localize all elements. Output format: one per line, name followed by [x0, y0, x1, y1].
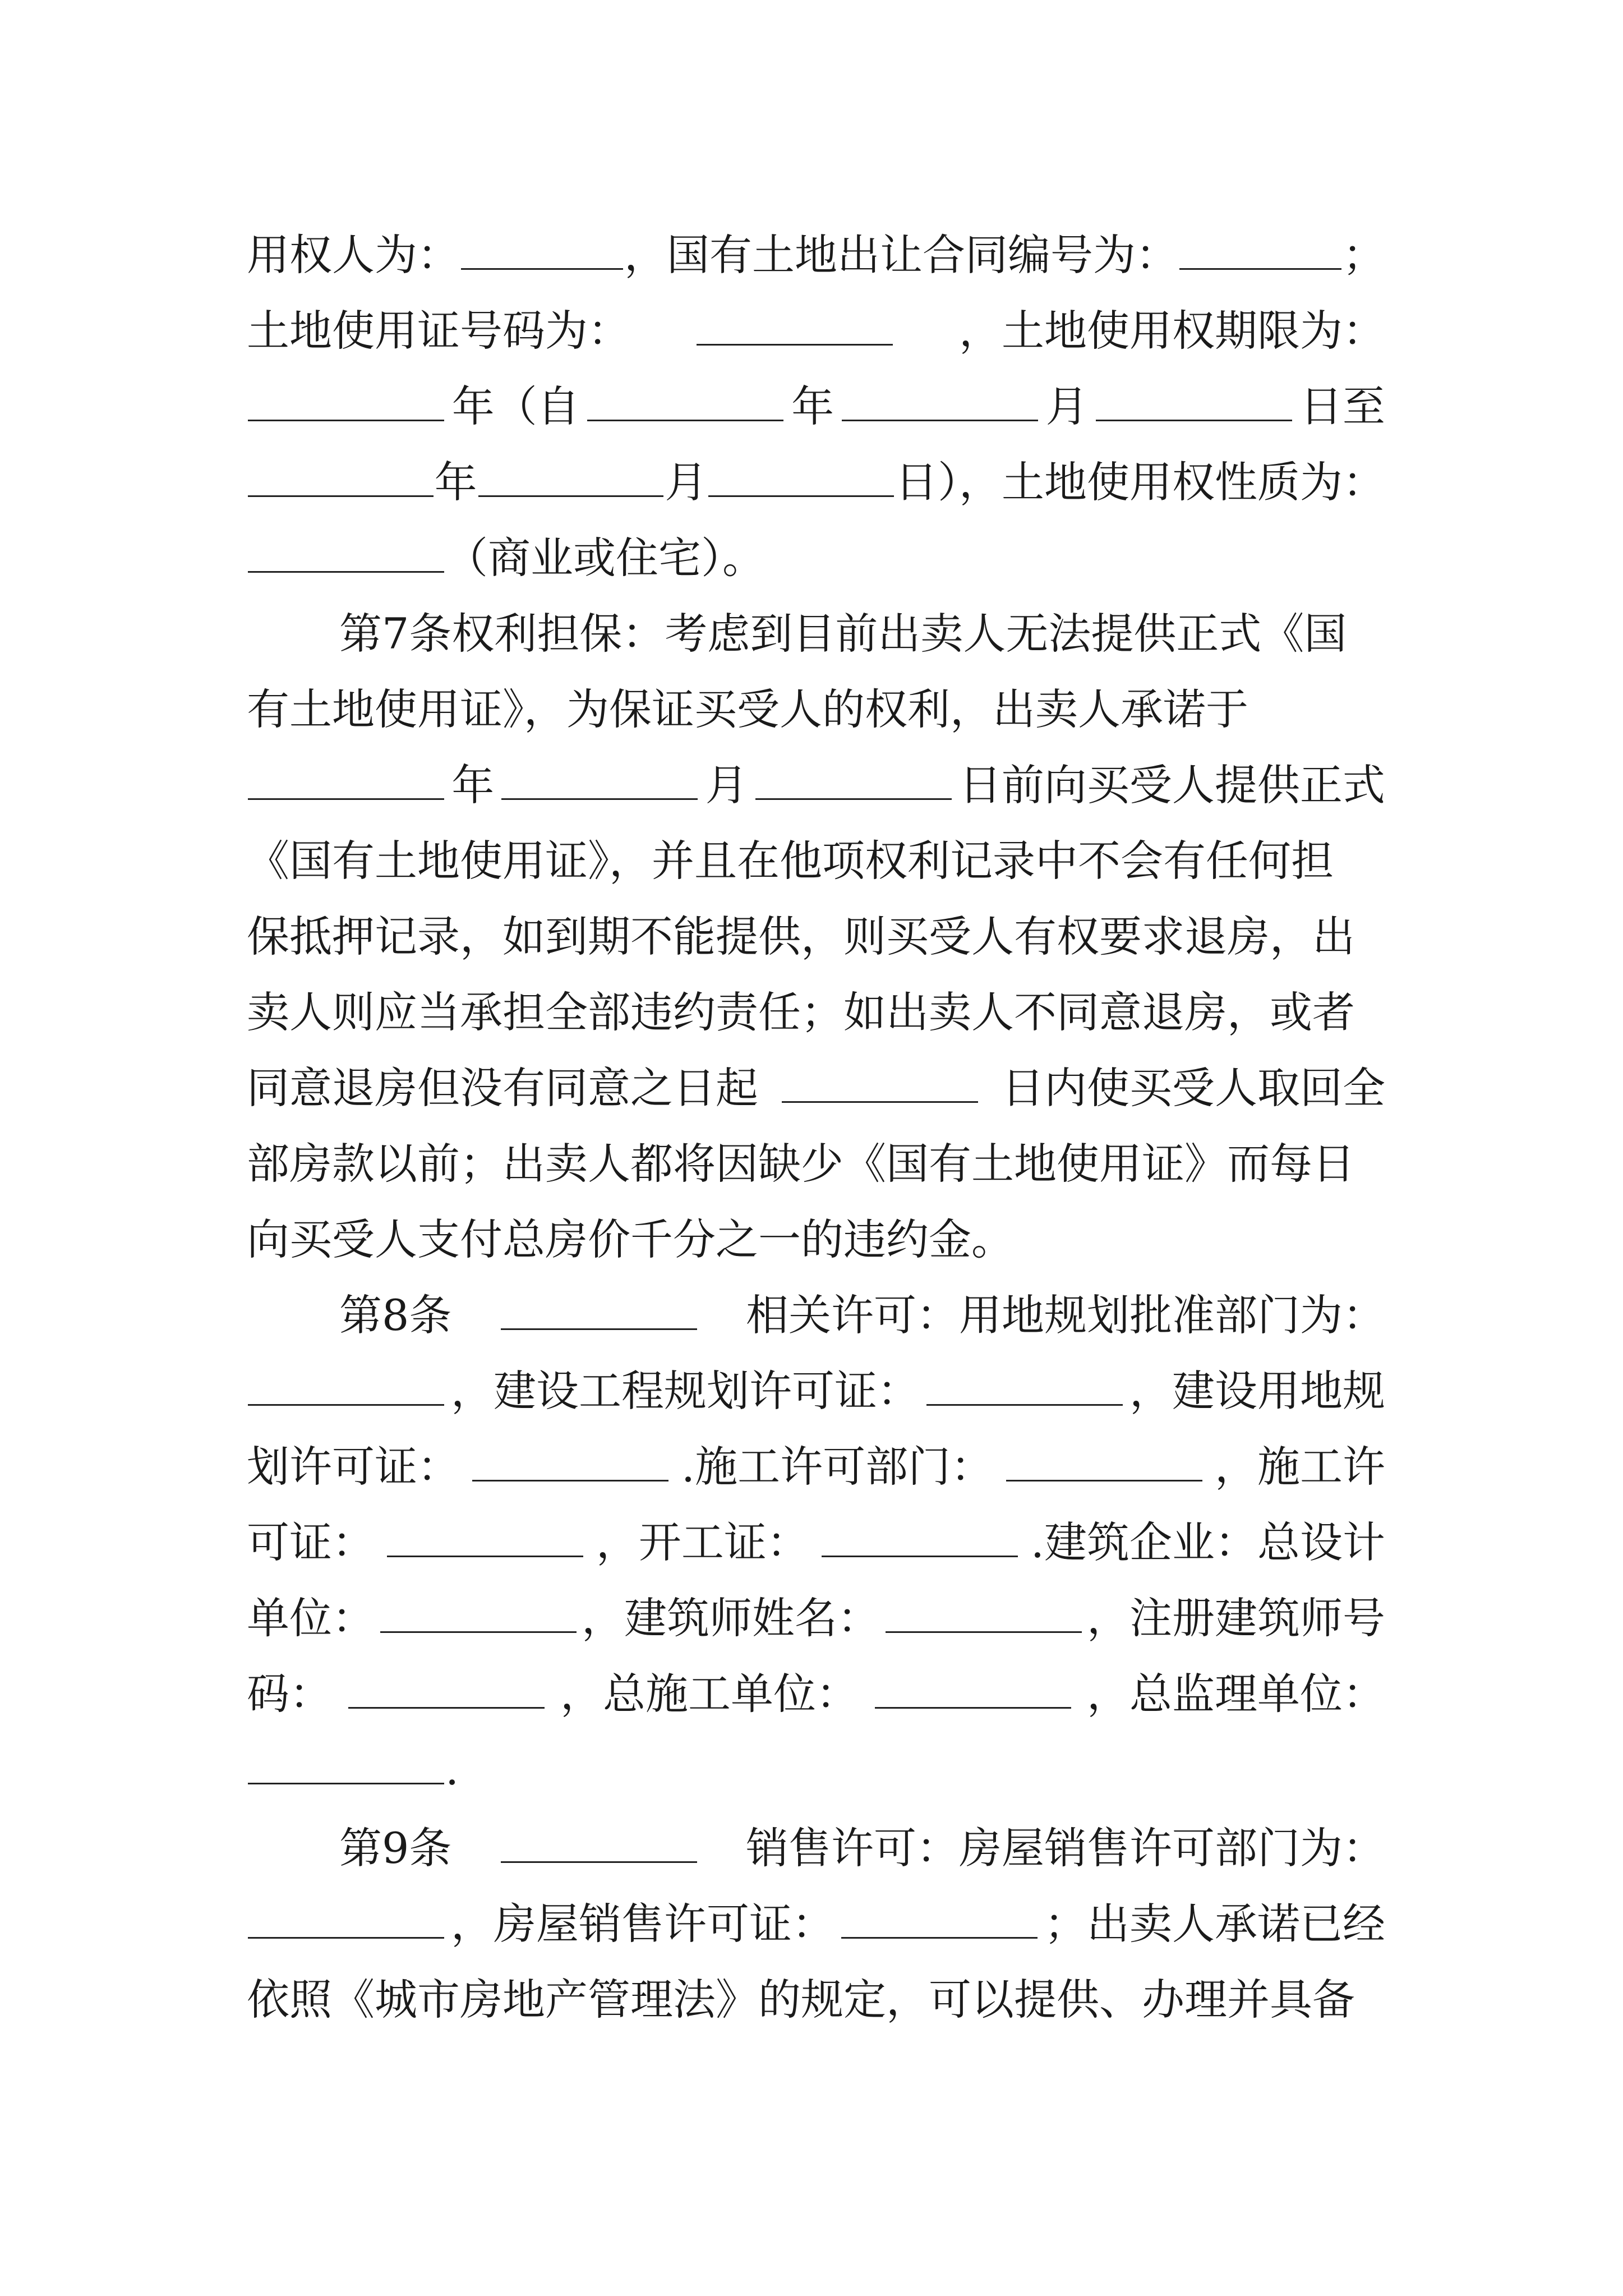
fill-in-blank: [822, 1516, 1018, 1557]
text-segment: ；出卖人承诺已经: [1044, 1899, 1385, 1949]
fill-in-blank: [248, 456, 434, 497]
text-segment: ，房屋销售许可证：: [451, 1899, 834, 1949]
fill-in-blank: [1006, 1441, 1202, 1481]
fill-in-blank: [697, 305, 893, 346]
fill-in-blank: [926, 1365, 1123, 1406]
text-segment: 第9条: [339, 1823, 452, 1873]
text-line: [247, 224, 1385, 286]
fill-in-blank: [248, 532, 444, 573]
text-segment: ，注册建筑师号: [1087, 1593, 1385, 1643]
text-segment: 《国有土地使用证》，并且在他项权利记录中不会有任何担: [247, 836, 1334, 886]
text-segment: 日至: [1299, 381, 1385, 431]
text-line: [247, 1360, 1385, 1422]
text-line: [247, 1663, 1385, 1725]
text-line: [247, 1133, 1385, 1195]
fill-in-blank: [875, 1668, 1071, 1709]
text-segment: 依照《城市房地产管理法》的规定，可以提供、办理并具备: [247, 1975, 1355, 2024]
fill-in-blank: [842, 380, 1038, 421]
text-segment: ，建筑师姓名：: [582, 1593, 880, 1643]
text-line: [247, 982, 1385, 1043]
text-line: [247, 906, 1385, 968]
text-segment: ，总施工单位：: [560, 1669, 859, 1719]
fill-in-blank: [501, 1822, 697, 1863]
text-segment: 销售许可：房屋销售许可部门为：: [745, 1823, 1385, 1873]
text-segment: 日），土地使用权性质为：: [895, 457, 1386, 507]
text-segment: ，建设用地规: [1129, 1366, 1385, 1416]
text-segment: .: [445, 1745, 459, 1795]
fill-in-blank: [461, 229, 623, 270]
text-segment: ，国有土地出让合同编号为：: [624, 230, 1178, 280]
text-segment: .施工许可部门：: [681, 1442, 994, 1492]
text-segment: 年: [791, 381, 834, 431]
text-line: [339, 1818, 1385, 1879]
text-segment: 月: [705, 760, 748, 810]
text-segment: ，土地使用权期限为：: [959, 306, 1385, 356]
text-segment: （商业或住宅）。: [445, 533, 765, 583]
text-segment: ，施工许: [1214, 1442, 1385, 1492]
text-segment: 日内使买受人取回全: [1002, 1063, 1385, 1113]
text-segment: 卖人则应当承担全部违约责任；如出卖人不同意退房，或者: [247, 987, 1355, 1037]
text-segment: 码：: [247, 1669, 332, 1719]
text-line: [247, 1588, 1385, 1649]
fill-in-blank: [472, 1441, 668, 1481]
text-segment: ；: [1343, 230, 1385, 280]
text-segment: 第7条权利担保：考虑到目前出卖人无法提供正式《国: [339, 609, 1347, 659]
text-segment: 月: [1045, 381, 1089, 431]
text-line: [339, 1285, 1385, 1346]
fill-in-blank: [841, 1898, 1038, 1939]
text-segment: 第8条: [339, 1290, 452, 1340]
text-segment: ，总监理单位：: [1087, 1669, 1385, 1719]
text-segment: 年: [451, 760, 495, 810]
text-segment: 有土地使用证》，为保证买受人的权利，出卖人承诺于: [247, 684, 1248, 734]
text-segment: ，开工证：: [596, 1517, 809, 1567]
text-segment: ，建设工程规划许可证：: [451, 1366, 920, 1416]
fill-in-blank: [248, 1743, 444, 1784]
text-line: [247, 1893, 1385, 1955]
fill-in-blank: [1096, 380, 1292, 421]
text-line: [247, 1057, 1385, 1119]
text-segment: 日前向买受人提供正式: [958, 760, 1385, 810]
text-segment: 同意退房但没有同意之日起: [247, 1063, 758, 1113]
text-line: [339, 603, 1385, 665]
text-segment: .建筑企业：总设计: [1030, 1517, 1385, 1567]
text-segment: 用权人为：: [247, 230, 460, 280]
text-segment: 部房款以前；出卖人都将因缺少《国有土地使用证》而每日: [247, 1139, 1355, 1189]
fill-in-blank: [755, 759, 952, 800]
fill-in-blank: [248, 1898, 444, 1939]
text-line: [247, 830, 1385, 892]
fill-in-blank: [248, 1365, 444, 1406]
text-line: [247, 679, 1385, 740]
text-segment: 土地使用证号码为：: [247, 306, 630, 356]
fill-in-blank: [708, 456, 894, 497]
text-line: [247, 754, 1385, 816]
text-segment: 划许可证：: [247, 1442, 460, 1492]
text-line: [247, 1512, 1385, 1573]
fill-in-blank: [587, 380, 783, 421]
text-segment: 保抵押记录，如到期不能提供，则买受人有权要求退房，出: [247, 912, 1355, 961]
fill-in-blank: [1179, 229, 1341, 270]
text-segment: 年: [434, 457, 477, 507]
text-line: [247, 1436, 1385, 1498]
text-segment: 单位：: [247, 1593, 375, 1643]
text-segment: 可证：: [247, 1517, 375, 1567]
text-line: [247, 1209, 1385, 1271]
fill-in-blank: [387, 1516, 583, 1557]
text-segment: 向买受人支付总房价千分之一的违约金。: [247, 1214, 1014, 1264]
fill-in-blank: [501, 1289, 697, 1330]
fill-in-blank: [380, 1592, 577, 1633]
text-line: [247, 376, 1385, 438]
text-segment: 相关许可：用地规划批准部门为：: [745, 1290, 1385, 1340]
fill-in-blank: [248, 380, 444, 421]
text-line: [247, 1969, 1385, 2031]
fill-in-blank: [348, 1668, 545, 1709]
text-line: [247, 300, 1385, 362]
fill-in-blank: [886, 1592, 1082, 1633]
text-segment: 年（自: [451, 381, 580, 431]
text-line: [247, 1739, 1385, 1801]
fill-in-blank: [501, 759, 698, 800]
text-line: [247, 527, 1385, 589]
fill-in-blank: [248, 759, 444, 800]
text-segment: 月: [665, 457, 708, 507]
fill-in-blank: [478, 456, 664, 497]
text-line: [247, 452, 1385, 513]
fill-in-blank: [782, 1062, 978, 1103]
